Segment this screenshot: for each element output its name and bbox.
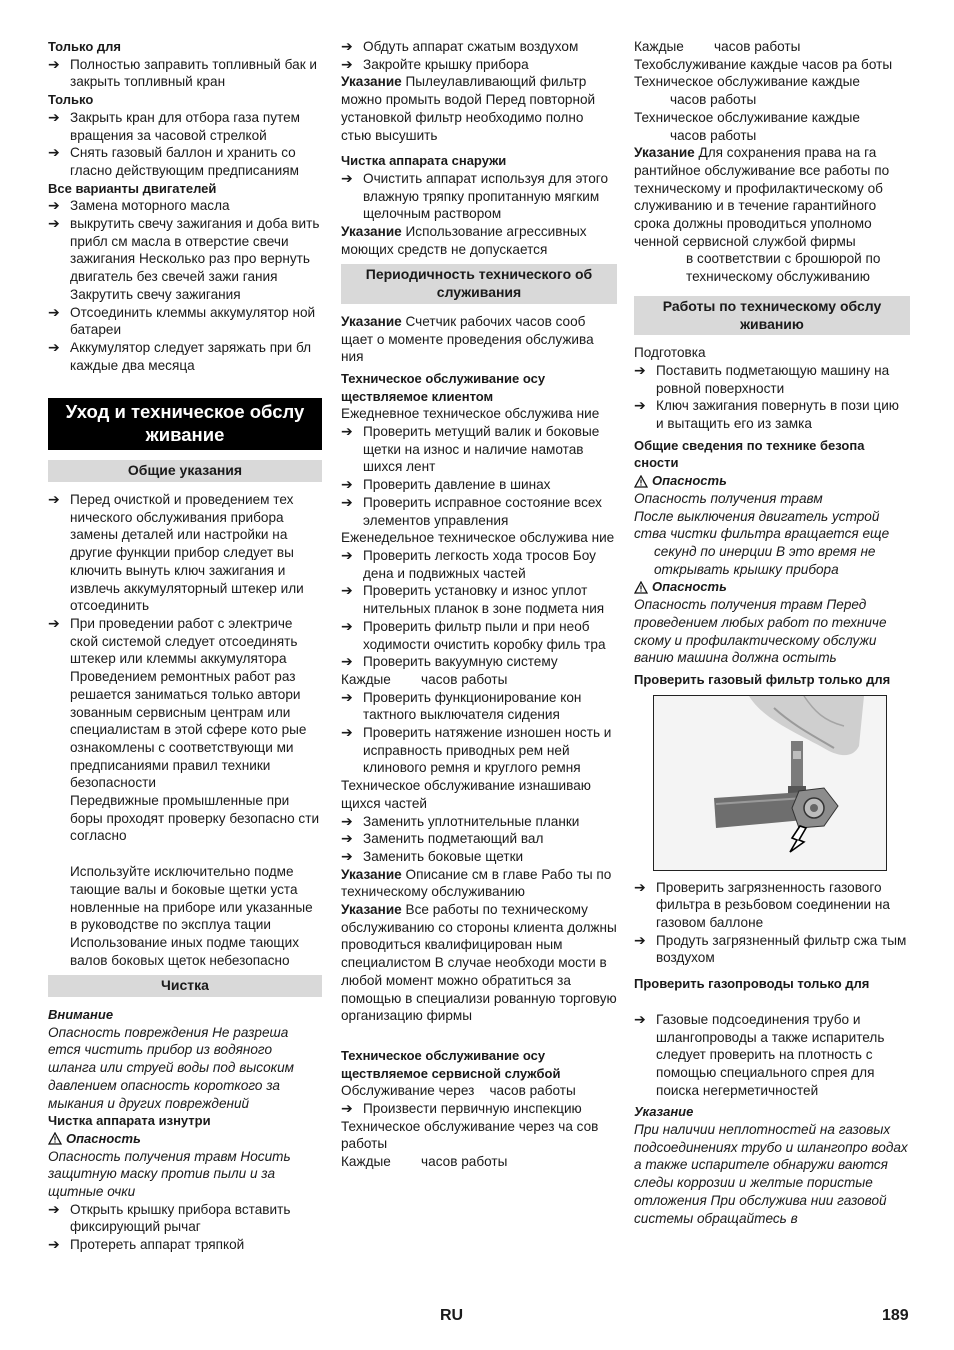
danger-label: Опасность xyxy=(48,1130,322,1148)
arrow-right-icon: ➔ xyxy=(48,197,60,214)
list-item: ➔ Проверить натяжение изношен ность и исправность приводных рем ней клинового ремня и круглого ремня xyxy=(341,724,612,776)
heading-safety: Общие сведения по технике безопа сности xyxy=(634,437,865,471)
warning-triangle-icon xyxy=(634,475,648,488)
danger-text: После выключения двигатель устрой ства чистки фильтра вращается еще xyxy=(634,508,890,542)
arrow-right-icon: ➔ xyxy=(634,1010,646,1027)
list-item: ➔ Проверить фильтр пыли и при необ ходимости очистить коробку филь тра xyxy=(341,617,606,652)
list-item: ➔ Заменить уплотнительные планки xyxy=(341,812,580,829)
list-item: ➔ Снять газовый баллон и хранить со гласно действующим предписаниям xyxy=(48,144,299,178)
arrow-right-icon: ➔ xyxy=(341,1100,353,1117)
paragraph: Еженедельное техническое обслужива ние xyxy=(341,530,615,546)
warning-triangle-icon xyxy=(634,581,648,594)
list-item: ➔ Ключ зажигания повернуть в пози цию и вытащить его из замка xyxy=(634,397,899,432)
arrow-right-icon: ➔ xyxy=(341,169,353,186)
arrow-right-icon: ➔ xyxy=(341,847,353,864)
list-item: ➔ выкрутить свечу зажигания и доба вить прибл см масла в отверстие свечи зажигания Несколько раз про вернуть двигатель без свечей зажи гания Закрутить свечу зажигания xyxy=(48,215,320,302)
note-paragraph: Указание Все работы по техническому обслуживанию со стороны клиента должны проводиться квалифицирован ным специалистом В случае необходи мости в любой момент можно обратиться за помощью в специализи рованную торговую организацию фирмы xyxy=(341,902,617,1024)
arrow-right-icon: ➔ xyxy=(48,55,60,72)
list-item: ➔ Закрыть кран для отбора газа путем вращения за часовой стрелкой xyxy=(48,108,300,143)
arrow-right-icon: ➔ xyxy=(341,476,353,493)
arrow-right-icon: ➔ xyxy=(48,614,60,631)
paragraph: Ежедневное техническое обслужива ние xyxy=(341,406,600,422)
list-item: ➔ Проверить метущий валик и боковые щетки на износ и наличие намотав шихся лент xyxy=(341,423,600,475)
list-item: ➔ Поставить подметающую машину на ровной поверхности xyxy=(634,361,890,396)
heading-only: Только xyxy=(48,92,94,108)
column-1 xyxy=(48,38,322,1254)
note-label: Указание xyxy=(634,1104,694,1120)
list-item: ➔ Аккумулятор следует заряжать при бл каждые два месяца xyxy=(48,338,312,373)
danger-text: Опасность получения травм Перед проведением любых работ по техниче скому и профилактическому обслужи ванию машина должна остыть xyxy=(634,597,887,666)
section-periodicity: Периодичность технического об служивания xyxy=(341,264,617,303)
arrow-right-icon: ➔ xyxy=(48,108,60,125)
section-general: Общие указания xyxy=(48,460,322,482)
list-item: ➔ Заменить подметающий вал xyxy=(341,830,544,847)
arrow-right-icon: ➔ xyxy=(48,338,60,355)
arrow-right-icon: ➔ xyxy=(341,830,353,847)
attention-text: Опасность повреждения Не разреша ется чистить прибор из водяного шланга или струей воды под высоким давлением опасность короткого за мыкания и других повреждений xyxy=(48,1024,294,1111)
list-item: ➔ Обдуть аппарат сжатым воздухом xyxy=(341,38,579,54)
note-paragraph: Указание Использование агрессивных моющих средств не допускается xyxy=(341,224,587,257)
warning-triangle-icon xyxy=(48,1132,62,1145)
paragraph: в соответствии с брошюрой по техническому обслуживанию xyxy=(686,251,881,285)
list-item: ➔ Газовые подсоединения трубо и шлангопроводы а также испаритель следует проверить на плотность с помощью специального спрея для поиска негерметичностей xyxy=(634,1010,885,1098)
paragraph: Каждые часов работы xyxy=(341,671,508,687)
list-item: ➔ Проверить исправное состояние всех элементов управления xyxy=(341,493,602,528)
arrow-right-icon: ➔ xyxy=(634,878,646,895)
attention-label: Внимание xyxy=(48,1007,114,1023)
arrow-right-icon: ➔ xyxy=(48,491,60,508)
gas-filter-photo xyxy=(653,695,887,871)
list-item: ➔ Перед очисткой и проведением тех нического обслуживания прибора замены деталей или настройки на другие функции прибор следует вы ключить вынуть ключ зажигания и извлечь аккумуляторный штекер или отсоединить xyxy=(48,491,304,614)
note-paragraph: Указание Пылеулавливающий фильтр можно промыть водой Перед повторной установкой фильтр необходимо полно стью высушить xyxy=(341,74,596,143)
arrow-right-icon: ➔ xyxy=(341,688,353,705)
column-3 xyxy=(634,38,910,1227)
arrow-right-icon: ➔ xyxy=(341,55,353,72)
list-item: ➔ Проверить вакуумную систему xyxy=(341,653,558,670)
heading-clean-inside: Чистка аппарата изнутри xyxy=(48,1113,211,1129)
note-paragraph: Указание Описание см в главе Рабо ты по техническому обслуживанию xyxy=(341,866,612,900)
paragraph: часов работы xyxy=(670,127,757,143)
note-paragraph: Указание Счетчик рабочих часов сооб щает о моменте проведения обслужива ния xyxy=(341,313,594,365)
arrow-right-icon: ➔ xyxy=(48,303,60,320)
heading-gas-filter: Проверить газовый фильтр только для xyxy=(634,671,891,687)
paragraph: Используйте исключительно подме тающие валы и боковые щетки уста новленные на приборе или указанные в руководстве по эксплуа тации Использование иных подме тающих валов боковых щеток небезопасно xyxy=(70,864,313,968)
danger-text: Опасность получения травм Носить защитную маску против пыли и за щитные очки xyxy=(48,1148,291,1200)
list-item: ➔ Заменить боковые щетки xyxy=(341,847,524,864)
heading-service-maint: Техническое обслуживание осу ществляемое сервисной службой xyxy=(341,1047,561,1081)
arrow-right-icon: ➔ xyxy=(341,724,353,741)
list-item: ➔ Очистить аппарат используя для этого влажную тряпку пропитанную мягким щелочным раствором xyxy=(341,169,608,222)
danger-label: Опасность xyxy=(634,578,910,596)
arrow-right-icon: ➔ xyxy=(341,812,353,829)
list-item: ➔ Открыть крышку прибора вставить фиксирующий рычаг xyxy=(48,1200,291,1235)
paragraph: Техническое обслуживание изнашиваю щихся частей xyxy=(341,778,591,811)
section-cleaning: Чистка xyxy=(48,975,322,997)
column-2 xyxy=(341,38,617,1171)
danger-label: Опасность xyxy=(634,472,910,490)
paragraph: Передвижные промышленные при боры проходят проверку безопасно сти согласно xyxy=(70,793,320,844)
paragraph: Каждые часов работы xyxy=(634,39,801,54)
chapter-title: Уход и техническое обслу живание xyxy=(48,398,322,450)
heading-only-for: Только для xyxy=(48,39,121,54)
paragraph: Обслуживание через часов работы xyxy=(341,1083,576,1099)
arrow-right-icon: ➔ xyxy=(634,397,646,414)
arrow-right-icon: ➔ xyxy=(48,1236,60,1253)
paragraph: Подготовка xyxy=(634,345,706,361)
paragraph: Проведением ремонтных работ раз решается заниматься только автори зованным сервисным центрам или специалистам в этой сфере кото рые ознакомлены с соответствующи ми предписаниями правил техники безопасности xyxy=(70,669,307,791)
list-item: ➔ При проведении работ с электриче ской системой следует отсоединять штекер или клеммы аккумулятора xyxy=(48,614,298,667)
paragraph: Техобслуживание каждые часов ра боты xyxy=(634,56,893,72)
arrow-right-icon: ➔ xyxy=(341,493,353,510)
note-paragraph: Указание Для сохранения права на га рантийное обслуживание все работы по техническому и профилактическому об служиванию и в течение гарантийного срока должны проводиться уполномо ченной сервисной службой фирмы xyxy=(634,145,890,249)
list-item: ➔ Отсоединить клеммы аккумулятор ной батареи xyxy=(48,303,316,338)
heading-all-engines: Все варианты двигателей xyxy=(48,180,217,196)
note-text: При наличии неплотностей на газовых подсоединениях трубо и шлангопро водах а также испарителе обнаружи ваются следы коррозии и желтые пористые отложения При обслужива нии газовой системы обращайтесь в xyxy=(634,1122,908,1226)
heading-clean-outside: Чистка аппарата снаружи xyxy=(341,153,507,169)
heading-customer-maint: Техническое обслуживание осу ществляемое клиентом xyxy=(341,370,546,404)
heading-gas-lines: Проверить газопроводы только для xyxy=(634,976,870,992)
paragraph: Каждые часов работы xyxy=(341,1154,508,1170)
list-item: ➔ Проверить установку и износ уплот нительных планок в зоне подмета ния xyxy=(341,582,605,617)
arrow-right-icon: ➔ xyxy=(48,215,60,232)
arrow-right-icon: ➔ xyxy=(48,144,60,161)
list-item: ➔ Проверить загрязненность газового фильтра в резьбовом соединении на газовом баллоне xyxy=(634,878,890,931)
section-works: Работы по техническому обслу живанию xyxy=(634,296,910,335)
language-code: RU xyxy=(440,1307,464,1324)
arrow-right-icon: ➔ xyxy=(48,1200,60,1217)
danger-text: секунд по инерции В это время не открывать крышку прибора xyxy=(654,543,876,577)
arrow-right-icon: ➔ xyxy=(341,546,353,563)
paragraph: Техническое обслуживание через ча сов работы xyxy=(341,1118,599,1152)
list-item: ➔ Закройте крышку прибора xyxy=(341,55,529,72)
arrow-right-icon: ➔ xyxy=(341,423,353,440)
paragraph: часов работы xyxy=(670,92,757,108)
arrow-right-icon: ➔ xyxy=(341,582,353,599)
arrow-right-icon: ➔ xyxy=(341,653,353,670)
list-item: ➔ Полностью заправить топливный бак и закрыть топливный кран xyxy=(48,55,318,90)
arrow-right-icon: ➔ xyxy=(634,931,646,948)
arrow-right-icon: ➔ xyxy=(341,38,353,54)
page-number: 189 xyxy=(882,1307,909,1324)
list-item: ➔ Протереть аппарат тряпкой xyxy=(48,1236,245,1253)
paragraph: Техническое обслуживание каждые xyxy=(634,109,860,125)
arrow-right-icon: ➔ xyxy=(341,617,353,634)
list-item: ➔ Замена моторного масла xyxy=(48,197,230,214)
paragraph: Техническое обслуживание каждые xyxy=(634,74,860,90)
list-item: ➔ Проверить легкость хода тросов Боу дена и подвижных частей xyxy=(341,546,596,581)
list-item: ➔ Проверить давление в шинах xyxy=(341,476,551,493)
list-item: ➔ Продуть загрязненный фильтр сжа тым воздухом xyxy=(634,931,907,966)
list-item: ➔ Проверить функционирование кон тактного выключателя сидения xyxy=(341,688,582,723)
danger-text: Опасность получения травм xyxy=(634,490,823,506)
list-item: ➔ Произвести первичную инспекцию xyxy=(341,1100,582,1117)
arrow-right-icon: ➔ xyxy=(634,361,646,378)
